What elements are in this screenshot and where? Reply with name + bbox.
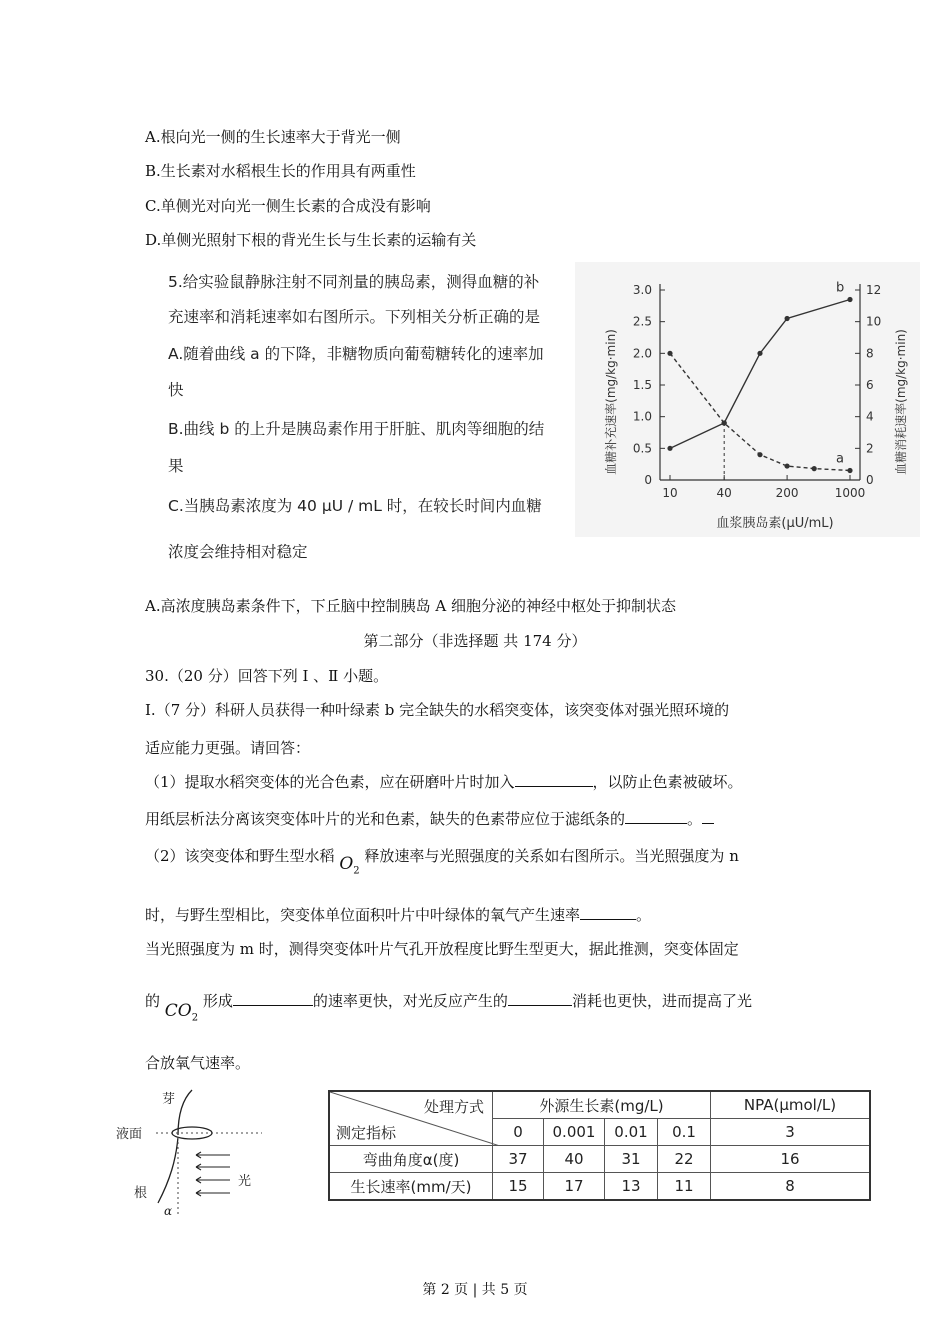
y-tick-label-left: 1.5 [632, 378, 652, 392]
q5-line: 充速率和消耗速率如右图所示。下列相关分析正确的是 [168, 308, 541, 326]
y-tick-label-right: 8 [866, 346, 874, 361]
option-a-prev: A.根向光一侧的生长速率大于背光一侧 [145, 128, 401, 146]
q5-line: 浓度会维持相对稳定 [168, 543, 308, 561]
conc-cell: 0.01 [605, 1119, 658, 1146]
x-axis-label: 血浆胰岛素(μU/mL) [716, 516, 834, 531]
data-point-b [667, 446, 672, 451]
text: （2）该突变体和野生型水稻 [145, 847, 335, 865]
data-point-b [757, 351, 762, 356]
alpha-label: α [164, 1204, 173, 1218]
text: 。 [687, 810, 703, 828]
row-label: 弯曲角度α(度) [329, 1146, 493, 1173]
answer-blank[interactable] [515, 772, 593, 787]
y-tick-label-right: 2 [866, 441, 874, 456]
data-point-a [812, 466, 817, 471]
text: 消耗也更快，进而提高了光 [571, 992, 752, 1010]
insulin-chart [575, 262, 920, 537]
cell: 31 [605, 1146, 658, 1173]
cell: 37 [493, 1146, 544, 1173]
chart-background [575, 262, 920, 537]
corner-bottom: 测定指标 [336, 1124, 397, 1142]
q5-line: 快 [168, 381, 184, 399]
q30-sub1-line2 [145, 808, 714, 829]
liquid-label: 液面 [116, 1127, 143, 1142]
cell: 13 [605, 1173, 658, 1201]
conc-cell: 3 [711, 1119, 871, 1146]
y-tick-label-right: 4 [866, 409, 874, 424]
root-label: 根 [134, 1186, 148, 1201]
underline-tail [702, 809, 714, 824]
data-point-b [784, 316, 789, 321]
q30-para: 当光照强度为 m 时，测得突变体叶片气孔开放程度比野生型更大，据此推测，突变体固定 [145, 940, 739, 958]
auxin-table [328, 1090, 871, 1201]
header-npa: NPA(μmol/L) [711, 1091, 871, 1119]
y-tick-label-right: 6 [866, 378, 874, 392]
series-label-b: b [836, 280, 845, 296]
q30-co2-line [145, 990, 752, 1024]
cell: 15 [493, 1173, 544, 1201]
y-tick-label-left: 0 [644, 473, 652, 487]
x-tick-label: 1000 [834, 486, 866, 500]
cell: 17 [544, 1173, 605, 1201]
q30-para: 适应能力更强。请回答： [145, 739, 311, 757]
table-row [329, 1146, 870, 1173]
y-tick-label-left: 2.0 [632, 346, 652, 361]
text: （1）提取水稻突变体的光合色素，应在研磨叶片时加入 [145, 773, 515, 791]
y-axis-label-left: 血糖补充速率(mg/kg·min) [604, 329, 618, 475]
text: ，以防止色素被破坏。 [592, 773, 743, 791]
text: 释放速率与光照强度的关系如右图所示。当光照强度为 n [364, 847, 739, 865]
data-point-a [667, 351, 672, 356]
answer-blank[interactable] [580, 905, 636, 920]
conc-cell: 0.001 [544, 1119, 605, 1146]
q5-line: 果 [168, 457, 184, 475]
q5-line: 5.给实验鼠静脉注射不同剂量的胰岛素，测得血糖的补 [168, 273, 540, 291]
row-label: 生长速率(mm/天) [329, 1173, 493, 1201]
page-footer: 第 2 页 | 共 5 页 [422, 1282, 528, 1298]
header-auxin: 外源生长素(mg/L) [493, 1091, 711, 1119]
y-tick-label-left: 0.5 [632, 441, 652, 456]
cell: 16 [711, 1146, 871, 1173]
text: 的 [145, 992, 161, 1010]
root-curve [158, 1137, 178, 1203]
y-tick-label-right: 0 [866, 473, 874, 487]
y-tick-label-right: 12 [866, 283, 882, 297]
o2-formula: $O_2$ [339, 854, 360, 877]
conc-cell: 0.1 [658, 1119, 711, 1146]
x-tick-label: 40 [716, 486, 732, 500]
text: 的速率更快，对光反应产生的 [312, 992, 508, 1010]
light-arrows [196, 1152, 230, 1196]
section-title: 第二部分（非选择题 共 174 分） [363, 632, 587, 650]
q30-para: 合放氧气速率。 [145, 1054, 251, 1072]
cell: 8 [711, 1173, 871, 1201]
cell: 40 [544, 1146, 605, 1173]
y-tick-label-left: 1.0 [632, 409, 652, 424]
text: 时，与野生型相比，突变体单位面积叶片中叶绿体的氧气产生速率 [145, 906, 581, 924]
data-point-a [757, 452, 762, 457]
q30-para: Ⅰ.（7 分）科研人员获得一种叶绿素 b 完全缺失的水稻突变体，该突变体对强光照环境的 [145, 701, 730, 719]
data-point-a [847, 468, 852, 473]
text: 形成 [202, 992, 233, 1010]
y-tick-label-right: 10 [866, 314, 882, 329]
table-row [329, 1173, 870, 1201]
data-point-b [847, 297, 852, 302]
y-tick-label-left: 3.0 [632, 283, 652, 297]
corner-top: 处理方式 [423, 1098, 484, 1116]
co2-formula: $CO_2$ [164, 1001, 199, 1024]
y-axis-label-right: 血糖消耗速率(mg/kg·min) [894, 329, 908, 475]
q5-line: B.曲线 b 的上升是胰岛素作用于肝脏、肌肉等细胞的结 [168, 420, 545, 438]
answer-blank[interactable] [625, 809, 687, 824]
series-label-a: a [836, 451, 844, 467]
answer-blank[interactable] [508, 991, 572, 1006]
text: 。 [636, 906, 652, 924]
q30-sub2 [145, 845, 739, 877]
x-tick-label: 10 [662, 486, 678, 500]
conc-cell: 0 [493, 1119, 544, 1146]
q30-sub1 [145, 771, 743, 792]
option-c-prev: C.单侧光对向光一侧生长素的合成没有影响 [145, 197, 431, 215]
option-b-prev: B.生长素对水稻根生长的作用具有两重性 [145, 162, 416, 180]
bud-label: 芽 [162, 1092, 176, 1107]
text: 用纸层析法分离该突变体叶片的光和色素，缺失的色素带应位于滤纸条的 [145, 810, 626, 828]
q5-line: C.当胰岛素浓度为 40 μU / mL 时，在较长时间内血糖 [168, 497, 542, 515]
cell: 11 [658, 1173, 711, 1201]
q30-sub2-line2 [145, 904, 651, 925]
answer-blank[interactable] [233, 991, 313, 1006]
y-tick-label-left: 2.5 [632, 314, 652, 329]
q5-option-d: A.高浓度胰岛素条件下，下丘脑中控制胰岛 A 细胞分泌的神经中枢处于抑制状态 [145, 597, 676, 615]
q30-heading: 30.（20 分）回答下列 Ⅰ 、Ⅱ 小题。 [145, 667, 389, 685]
option-d-prev: D.单侧光照射下根的背光生长与生长素的运输有关 [145, 231, 477, 249]
q5-line: A.随着曲线 a 的下降，非糖物质向葡萄糖转化的速率加 [168, 345, 544, 363]
cell: 22 [658, 1146, 711, 1173]
data-point-a [784, 463, 789, 468]
light-label: 光 [238, 1174, 252, 1189]
table-corner [329, 1091, 493, 1146]
x-tick-label: 200 [775, 486, 799, 500]
root-figure [112, 1085, 272, 1220]
